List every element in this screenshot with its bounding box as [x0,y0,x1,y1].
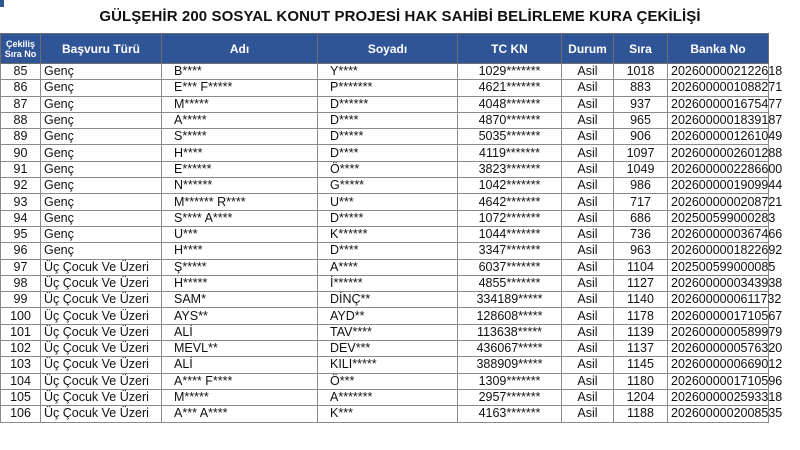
cell-durum[interactable]: Asil [562,357,614,373]
column-header-tckn[interactable]: TC KN [458,34,562,64]
cell-durum[interactable]: Asil [562,161,614,177]
cell-sira[interactable]: 1137 [614,341,668,357]
cell-tckn[interactable]: 3347******* [458,243,562,259]
cell-basvuru-turu[interactable]: Genç [41,112,162,128]
cell-basvuru-turu[interactable]: Üç Çocuk Ve Üzeri [41,341,162,357]
cell-adi[interactable]: H**** [162,145,318,161]
cell-durum[interactable]: Asil [562,96,614,112]
table-body [1,64,783,423]
cell-adi[interactable]: B**** [162,64,318,80]
cell-banka-no[interactable]: 2026000001088271 [668,80,769,96]
cell-basvuru-turu[interactable]: Üç Çocuk Ve Üzeri [41,308,162,324]
cell-sira[interactable]: 963 [614,243,668,259]
cell-sira[interactable]: 1204 [614,389,668,405]
cell-sira[interactable]: 1188 [614,406,668,422]
cell-banka-no[interactable]: 2026000002008535 [668,406,769,422]
cell-soyadi[interactable]: U*** [318,194,458,210]
cell-banka-no[interactable]: 2026000001822692 [668,243,769,259]
cell-basvuru-turu[interactable]: Genç [41,210,162,226]
cell-adi[interactable]: E****** [162,161,318,177]
cell-soyadi[interactable]: D****** [318,96,458,112]
cell-durum[interactable]: Asil [562,341,614,357]
cell-durum[interactable]: Asil [562,194,614,210]
table-row[interactable] [1,178,769,194]
cell-sira[interactable]: 717 [614,194,668,210]
cell-sira[interactable]: 686 [614,210,668,226]
cell-sira-no[interactable]: 97 [1,259,41,275]
cell-tckn[interactable]: 4855******* [458,275,562,291]
cell-banka-no[interactable]: 2026000002601288 [668,145,769,161]
cell-tckn[interactable]: 388909***** [458,357,562,373]
cell-tckn[interactable]: 1309******* [458,373,562,389]
cell-sira[interactable]: 906 [614,129,668,145]
cell-adi[interactable]: E*** F***** [162,80,318,96]
cell-banka-no[interactable]: 2026000000669012 [668,357,769,373]
cell-adi[interactable]: H**** [162,243,318,259]
cell-sira-no[interactable]: 86 [1,80,41,96]
cell-sira[interactable]: 965 [614,112,668,128]
table-row[interactable] [1,80,769,96]
cell-banka-no[interactable]: 2026000000367466 [668,226,769,242]
table-row[interactable] [1,243,769,259]
cell-durum[interactable]: Asil [562,243,614,259]
cell-banka-no[interactable]: 2026000002122618 [668,64,769,80]
cell-durum[interactable]: Asil [562,292,614,308]
cell-soyadi[interactable]: G***** [318,178,458,194]
table-row[interactable] [1,226,769,242]
table-row[interactable] [1,161,769,177]
cell-sira-no[interactable]: 95 [1,226,41,242]
cell-basvuru-turu[interactable]: Üç Çocuk Ve Üzeri [41,406,162,422]
table-row[interactable] [1,129,769,145]
cell-soyadi[interactable]: AYD** [318,308,458,324]
cell-soyadi[interactable]: K****** [318,226,458,242]
cell-tckn[interactable]: 5035******* [458,129,562,145]
cell-adi[interactable]: ALİ [162,357,318,373]
cell-banka-no[interactable]: 2026000001710596 [668,373,769,389]
column-header-soyadi[interactable]: Soyadı [318,34,458,64]
cell-durum[interactable]: Asil [562,226,614,242]
cell-adi[interactable]: SAM* [162,292,318,308]
table-row[interactable] [1,373,769,389]
cell-soyadi[interactable]: DEV*** [318,341,458,357]
cell-sira-no[interactable]: 90 [1,145,41,161]
cell-tckn[interactable]: 4642******* [458,194,562,210]
cell-adi[interactable]: S**** A**** [162,210,318,226]
cell-basvuru-turu[interactable]: Üç Çocuk Ve Üzeri [41,259,162,275]
cell-adi[interactable]: M***** [162,389,318,405]
cell-sira-no[interactable]: 99 [1,292,41,308]
cell-soyadi[interactable]: D***** [318,210,458,226]
cell-basvuru-turu[interactable]: Üç Çocuk Ve Üzeri [41,373,162,389]
cell-durum[interactable]: Asil [562,389,614,405]
cell-tckn[interactable]: 1072******* [458,210,562,226]
cell-tckn[interactable]: 436067***** [458,341,562,357]
cell-banka-no[interactable]: 2026000000343938 [668,275,769,291]
table-row[interactable] [1,308,769,324]
cell-soyadi[interactable]: KILI***** [318,357,458,373]
cell-sira-no[interactable]: 104 [1,373,41,389]
cell-basvuru-turu[interactable]: Üç Çocuk Ve Üzeri [41,389,162,405]
cell-durum[interactable]: Asil [562,178,614,194]
cell-basvuru-turu[interactable]: Genç [41,178,162,194]
cell-soyadi[interactable]: K*** [318,406,458,422]
cell-basvuru-turu[interactable]: Üç Çocuk Ve Üzeri [41,357,162,373]
cell-adi[interactable]: MEVL** [162,341,318,357]
cell-basvuru-turu[interactable]: Genç [41,80,162,96]
cell-sira[interactable]: 1140 [614,292,668,308]
cell-banka-no[interactable]: 2026000000208721 [668,194,769,210]
column-header-banka-no[interactable]: Banka No [668,34,769,64]
cell-sira-no[interactable]: 88 [1,112,41,128]
cell-soyadi[interactable]: İ****** [318,275,458,291]
cell-tckn[interactable]: 6037******* [458,259,562,275]
cell-basvuru-turu[interactable]: Genç [41,64,162,80]
table-row[interactable] [1,324,769,340]
cell-sira[interactable]: 1127 [614,275,668,291]
cell-adi[interactable]: AYS** [162,308,318,324]
cell-adi[interactable]: M****** R**** [162,194,318,210]
cell-soyadi[interactable]: D**** [318,243,458,259]
cell-tckn[interactable]: 128608***** [458,308,562,324]
column-header-durum[interactable]: Durum [562,34,614,64]
cell-sira-no[interactable]: 85 [1,64,41,80]
column-header-sira-no[interactable]: Çekiliş Sıra No [1,34,41,64]
cell-sira-no[interactable]: 98 [1,275,41,291]
table-row[interactable] [1,96,769,112]
page-title: GÜLŞEHİR 200 SOSYAL KONUT PROJESİ HAK SAHİBİ BELİRLEME KURA ÇEKİLİŞİ [99,8,701,25]
cell-soyadi[interactable]: D***** [318,129,458,145]
cell-soyadi[interactable]: D**** [318,145,458,161]
cell-sira[interactable]: 937 [614,96,668,112]
table-row[interactable] [1,259,769,275]
cell-sira-no[interactable]: 106 [1,406,41,422]
cell-sira-no[interactable]: 87 [1,96,41,112]
cell-adi[interactable]: A*** A**** [162,406,318,422]
cell-durum[interactable]: Asil [562,308,614,324]
cell-basvuru-turu[interactable]: Üç Çocuk Ve Üzeri [41,292,162,308]
cell-banka-no[interactable]: 2026000001261049 [668,129,769,145]
table-row[interactable] [1,292,769,308]
table-row[interactable] [1,210,769,226]
cell-sira[interactable]: 1145 [614,357,668,373]
cell-basvuru-turu[interactable]: Genç [41,96,162,112]
cell-durum[interactable]: Asil [562,275,614,291]
cell-sira[interactable]: 986 [614,178,668,194]
table-row[interactable] [1,112,769,128]
cell-basvuru-turu[interactable]: Genç [41,129,162,145]
column-header-basvuru-turu[interactable]: Başvuru Türü [41,34,162,64]
cell-adi[interactable]: U*** [162,226,318,242]
cell-durum[interactable]: Asil [562,80,614,96]
cell-tckn[interactable]: 113638***** [458,324,562,340]
cell-soyadi[interactable]: P******* [318,80,458,96]
cell-adi[interactable]: A**** F**** [162,373,318,389]
table-row[interactable] [1,145,769,161]
cell-tckn[interactable]: 4870******* [458,112,562,128]
cell-tckn[interactable]: 3823******* [458,161,562,177]
table-header-row [1,34,769,64]
cell-sira-no[interactable]: 93 [1,194,41,210]
cell-banka-no[interactable]: 2026000001710567 [668,308,769,324]
cell-sira-no[interactable]: 89 [1,129,41,145]
cell-tckn[interactable]: 4163******* [458,406,562,422]
cell-adi[interactable]: Ş***** [162,259,318,275]
cell-tckn[interactable]: 334189***** [458,292,562,308]
cell-banka-no[interactable]: 2026000001675477 [668,96,769,112]
cell-durum[interactable]: Asil [562,324,614,340]
cell-sira-no[interactable]: 96 [1,243,41,259]
cell-adi[interactable]: A***** [162,112,318,128]
cell-banka-no[interactable]: 2026000001839187 [668,112,769,128]
cell-adi[interactable]: S***** [162,129,318,145]
cell-sira-no[interactable]: 102 [1,341,41,357]
table-row[interactable] [1,389,769,405]
cell-durum[interactable]: Asil [562,259,614,275]
cell-tckn[interactable]: 1044******* [458,226,562,242]
cell-tckn[interactable]: 2957******* [458,389,562,405]
cell-sira[interactable]: 1104 [614,259,668,275]
cell-sira[interactable]: 736 [614,226,668,242]
table-row[interactable] [1,194,769,210]
cell-sira-no[interactable]: 94 [1,210,41,226]
cell-soyadi[interactable]: A**** [318,259,458,275]
cell-basvuru-turu[interactable]: Genç [41,194,162,210]
cell-sira[interactable]: 1049 [614,161,668,177]
cell-sira-no[interactable]: 100 [1,308,41,324]
cell-sira[interactable]: 1180 [614,373,668,389]
cell-durum[interactable]: Asil [562,406,614,422]
cell-sira-no[interactable]: 103 [1,357,41,373]
column-header-sira[interactable]: Sıra [614,34,668,64]
cell-basvuru-turu[interactable]: Genç [41,243,162,259]
cell-sira[interactable]: 1018 [614,64,668,80]
cell-adi[interactable]: ALİ [162,324,318,340]
cell-sira[interactable]: 1097 [614,145,668,161]
cell-soyadi[interactable]: Ö*** [318,373,458,389]
cell-basvuru-turu[interactable]: Genç [41,161,162,177]
cell-soyadi[interactable]: A******* [318,389,458,405]
cell-soyadi[interactable]: DİNÇ** [318,292,458,308]
cell-sira-no[interactable]: 91 [1,161,41,177]
cell-sira[interactable]: 883 [614,80,668,96]
cell-durum[interactable]: Asil [562,129,614,145]
cell-banka-no[interactable]: 202500599000283 [668,210,769,226]
table-row[interactable] [1,406,769,422]
cell-sira-no[interactable]: 105 [1,389,41,405]
cell-sira[interactable]: 1139 [614,324,668,340]
table-row[interactable] [1,341,769,357]
cell-banka-no[interactable]: 2026000000576320 [668,341,769,357]
cell-banka-no[interactable]: 2026000001909944 [668,178,769,194]
table-row[interactable] [1,357,769,373]
cell-tckn[interactable]: 4119******* [458,145,562,161]
cell-soyadi[interactable]: Ö**** [318,161,458,177]
cell-soyadi[interactable]: Y**** [318,64,458,80]
cell-banka-no[interactable]: 2026000000589979 [668,324,769,340]
cell-adi[interactable]: N****** [162,178,318,194]
table-row[interactable] [1,64,769,80]
results-table [0,33,783,423]
column-header-adi[interactable]: Adı [162,34,318,64]
cell-adi[interactable]: M***** [162,96,318,112]
cell-sira-no[interactable]: 92 [1,178,41,194]
cell-banka-no[interactable]: 2026000000611732 [668,292,769,308]
cell-banka-no[interactable]: 202500599000085 [668,259,769,275]
cell-durum[interactable]: Asil [562,64,614,80]
cell-soyadi[interactable]: D**** [318,112,458,128]
cell-banka-no[interactable]: 2026000002286600 [668,161,769,177]
cell-sira[interactable]: 1178 [614,308,668,324]
cell-basvuru-turu[interactable]: Üç Çocuk Ve Üzeri [41,275,162,291]
cell-durum[interactable]: Asil [562,145,614,161]
cell-adi[interactable]: H***** [162,275,318,291]
cell-tckn[interactable]: 4048******* [458,96,562,112]
cell-tckn[interactable]: 1042******* [458,178,562,194]
table-row[interactable] [1,275,769,291]
cell-durum[interactable]: Asil [562,373,614,389]
cell-tckn[interactable]: 1029******* [458,64,562,80]
cell-sira-no[interactable]: 101 [1,324,41,340]
cell-tckn[interactable]: 4621******* [458,80,562,96]
cell-soyadi[interactable]: TAV**** [318,324,458,340]
cell-durum[interactable]: Asil [562,112,614,128]
cell-basvuru-turu[interactable]: Genç [41,145,162,161]
cell-banka-no[interactable]: 2026000002593318 [668,389,769,405]
cell-basvuru-turu[interactable]: Üç Çocuk Ve Üzeri [41,324,162,340]
cell-durum[interactable]: Asil [562,210,614,226]
cell-basvuru-turu[interactable]: Genç [41,226,162,242]
